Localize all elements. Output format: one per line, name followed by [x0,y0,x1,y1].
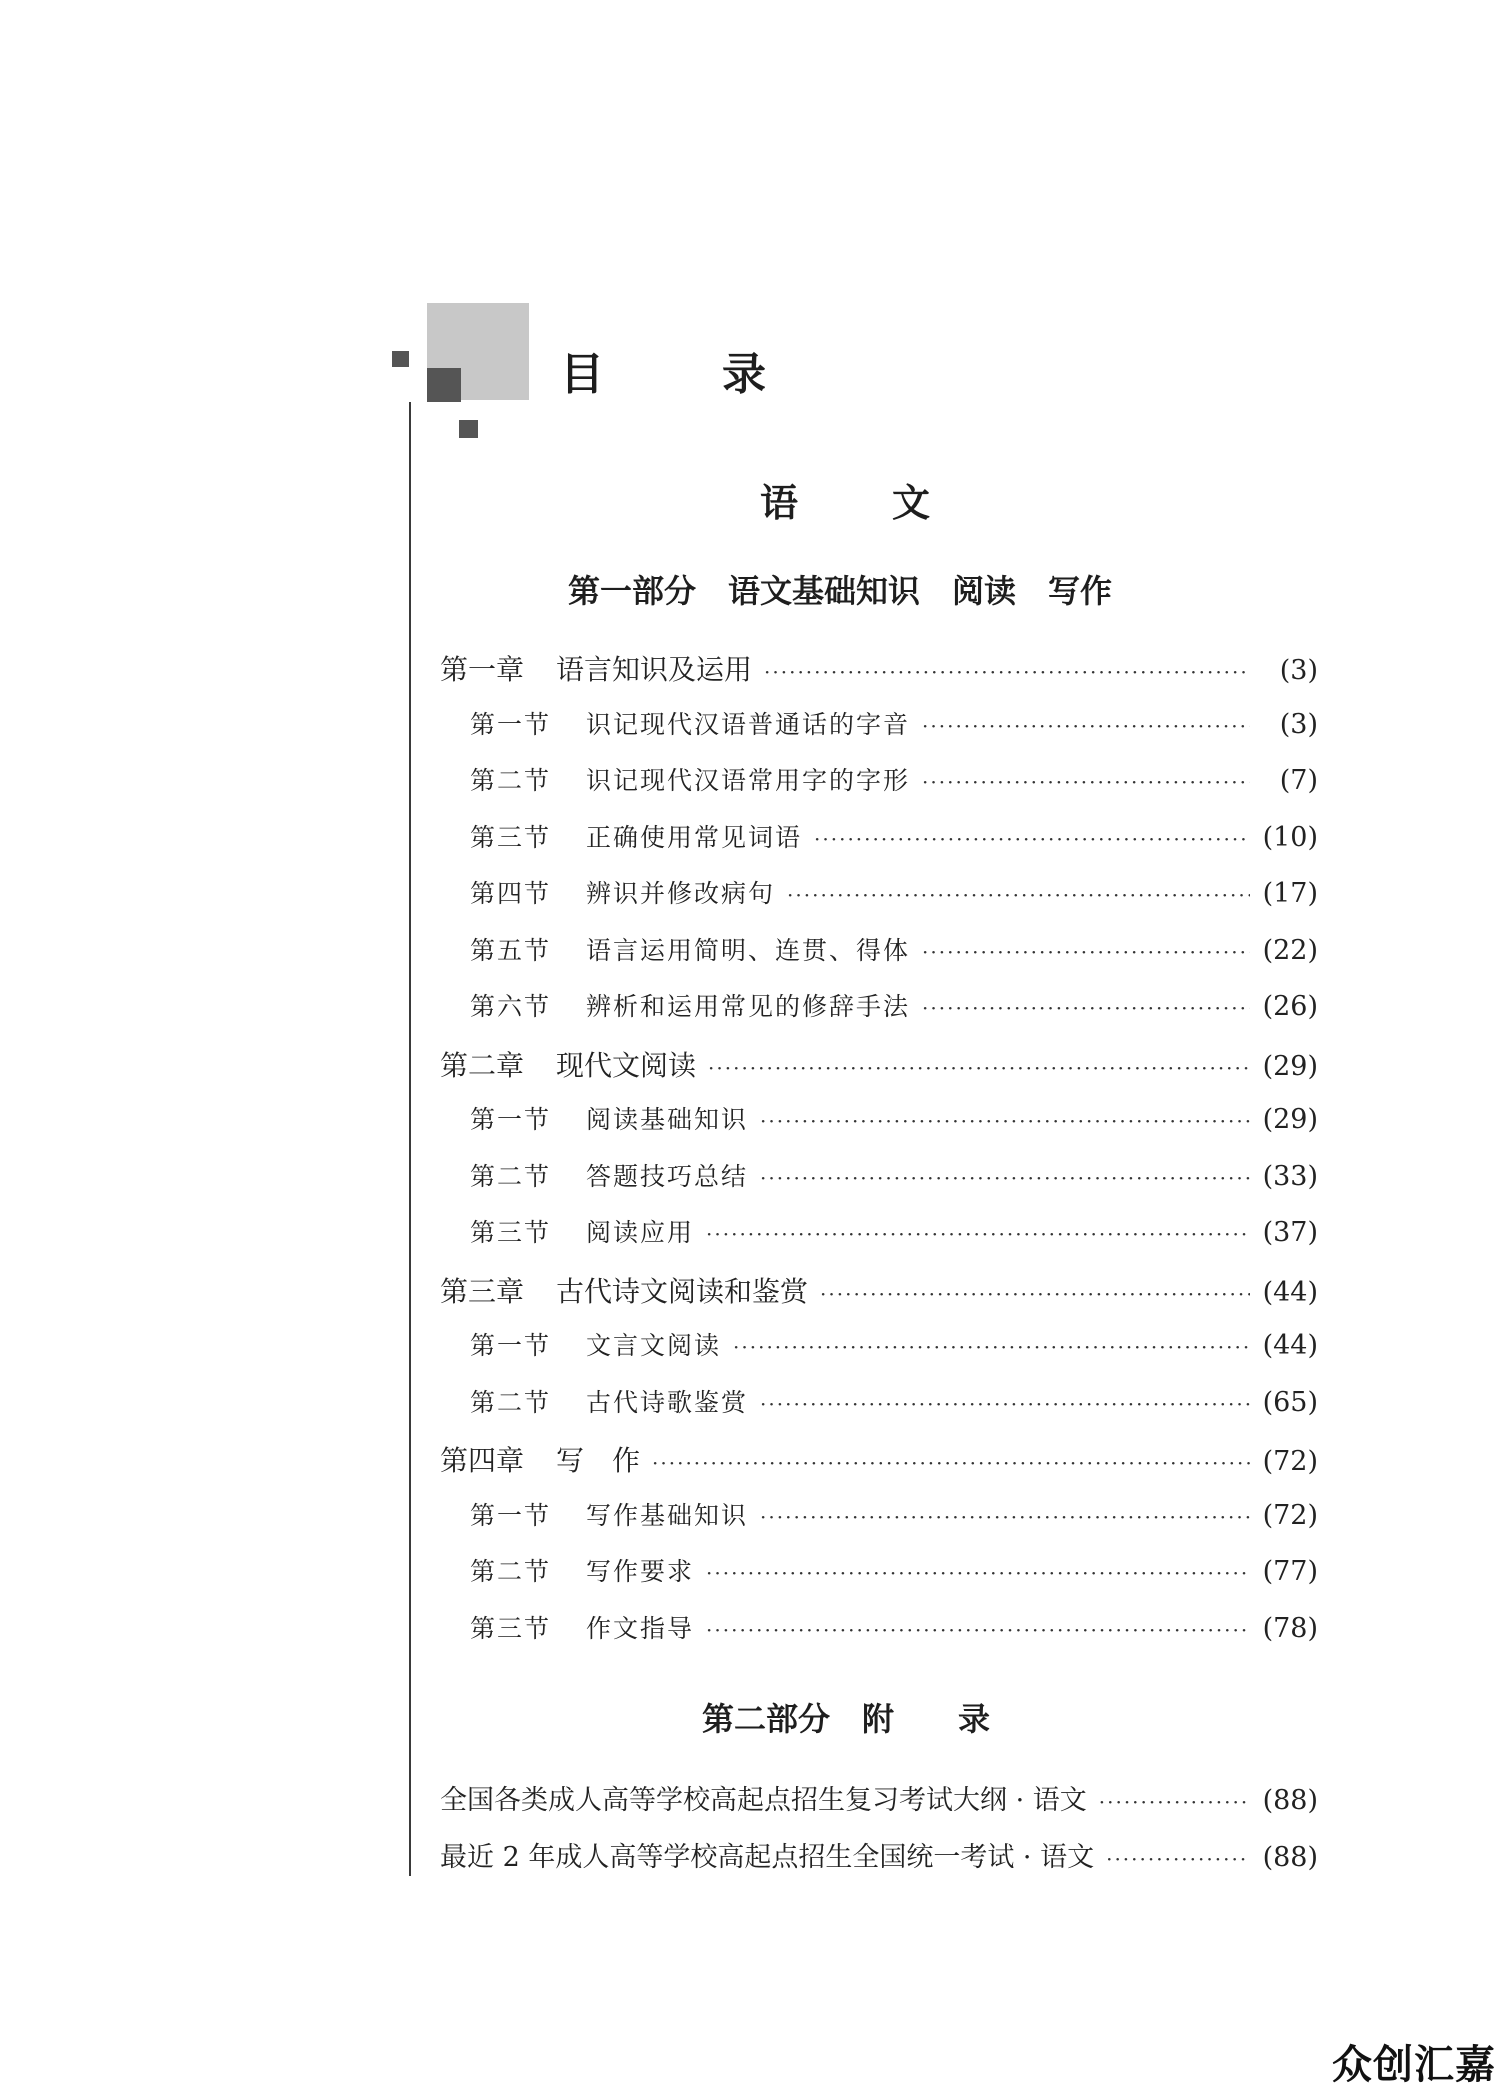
toc-entry-page: (72) [1262,1446,1318,1477]
toc-dot-leader [922,714,1250,738]
toc-section-entry[interactable] [440,1383,1318,1440]
toc-entry-title: 古代诗文阅读和鉴赏 [556,1274,809,1308]
part-one-title: 第一部分 语文基础知识 阅读 写作 [568,572,1113,610]
toc-entry-page: (72) [1262,1499,1318,1531]
toc-dot-leader [922,996,1250,1020]
toc-entry-page: (22) [1262,934,1318,966]
toc-entry-page: (33) [1262,1160,1318,1192]
toc-entry-title: 答题技巧总结 [586,1161,749,1191]
toc-entry-page: (44) [1262,1330,1318,1361]
toc-dot-leader [706,1222,1250,1246]
toc-dot-leader [1099,1790,1250,1814]
toc-entry-number: 第六节 [470,992,552,1021]
toc-section-entry[interactable] [440,1213,1318,1270]
toc-entry-page: (17) [1262,878,1318,909]
toc-entry-number: 第四章 [440,1444,525,1477]
toc-dot-leader [760,1166,1250,1190]
toc-chapter-entry[interactable] [440,1044,1318,1101]
toc-entry-page: (3) [1279,655,1318,686]
toc-entry-title: 古代诗歌鉴赏 [586,1387,749,1417]
toc-entry-page: (37) [1262,1217,1318,1248]
toc-entry-title: 现代文阅读 [556,1048,697,1082]
toc-section-entry[interactable] [440,761,1318,818]
toc-dot-leader [820,1282,1250,1306]
toc-entry-page: (78) [1262,1612,1318,1644]
toc-appendix-entry[interactable] [440,1835,1318,1892]
toc-entry-number: 第三节 [470,1613,552,1643]
toc-dot-leader [652,1451,1250,1475]
toc-section-entry[interactable] [440,874,1318,931]
toc-section-entry[interactable] [440,1609,1318,1666]
toc-section-entry[interactable] [440,705,1318,762]
toc-entry-page: (65) [1262,1386,1318,1418]
toc-entry-page: (77) [1262,1556,1318,1587]
toc-section-entry[interactable] [440,1326,1318,1383]
toc-entry-title: 辨析和运用常见的修辞手法 [586,992,911,1021]
header-decoration-square-bottom [459,420,478,438]
toc-entry-title: 识记现代汉语普通话的字音 [586,709,911,739]
toc-dot-leader [706,1561,1250,1585]
toc-dot-leader [787,883,1250,907]
toc-dot-leader [733,1335,1250,1359]
toc-chapter-entry[interactable] [440,1270,1318,1327]
toc-chapter-entry[interactable] [440,1439,1318,1496]
toc-dot-leader [764,660,1250,684]
toc-entry-title: 文言文阅读 [586,1331,722,1360]
toc-section-entry[interactable] [440,1157,1318,1214]
subject-title-char-2: 文 [892,481,931,525]
toc-entry-title: 阅读应用 [586,1218,695,1247]
watermark-logo: 众创汇嘉 [1332,2042,1496,2088]
toc-entry-number: 第一节 [470,1331,552,1360]
toc-entry-number: 第一章 [440,653,525,686]
toc-dot-leader [922,770,1250,794]
toc-entry-page: (26) [1262,991,1318,1022]
toc-dot-leader [814,827,1250,851]
toc-entry-number: 第一节 [470,1105,552,1134]
toc-section-entry[interactable] [440,1496,1318,1553]
toc-entry-page: (88) [1262,1841,1318,1873]
toc-dot-leader [708,1056,1250,1080]
toc-entry-title: 全国各类成人高等学校高起点招生复习考试大纲 · 语文 [440,1785,1087,1816]
page-title-char-1: 目 [560,349,604,400]
toc-dot-leader [760,1392,1250,1416]
toc-section-entry[interactable] [440,1552,1318,1609]
header-decoration-block-dark [427,368,461,402]
toc-entry-title: 语言运用简明、连贯、得体 [586,935,911,965]
toc-entry-title: 正确使用常见词语 [586,822,803,852]
toc-entry-title: 写 作 [556,1444,641,1477]
toc-entry-title: 辨识并修改病句 [586,879,776,908]
subject-title [760,472,930,527]
toc-entry-title: 识记现代汉语常用字的字形 [586,766,911,795]
toc-entry-title: 阅读基础知识 [586,1105,749,1134]
toc-entry-number: 第二节 [470,1557,552,1586]
toc-entry-page: (3) [1279,708,1318,740]
toc-entry-number: 第三节 [470,1218,552,1247]
toc-section-entry[interactable] [440,818,1318,875]
toc-entry-number: 第一节 [470,709,552,739]
part-two-toc [440,1778,1318,1891]
toc-dot-leader [760,1505,1250,1529]
header-decoration-square-left [392,351,409,367]
toc-entry-page: (29) [1262,1050,1318,1082]
toc-entry-page: (88) [1262,1785,1318,1816]
toc-entry-number: 第二节 [470,1161,552,1191]
part-two-title: 第二部分 附 录 [702,1700,991,1738]
left-vertical-rule [409,402,411,1876]
toc-entry-title: 作文指导 [586,1613,695,1643]
toc-appendix-entry[interactable] [440,1778,1318,1835]
subject-title-char-1: 语 [760,481,799,525]
toc-entry-number: 第二节 [470,1387,552,1417]
toc-entry-number: 第三章 [440,1274,525,1308]
toc-entry-page: (44) [1262,1276,1318,1308]
toc-entry-title: 写作要求 [586,1557,695,1586]
toc-dot-leader [706,1618,1250,1642]
toc-dot-leader [760,1109,1250,1133]
toc-section-entry[interactable] [440,987,1318,1044]
toc-entry-number: 第二章 [440,1048,525,1082]
toc-entry-title: 语言知识及运用 [556,653,753,686]
toc-section-entry[interactable] [440,931,1318,988]
toc-entry-title: 最近 2 年成人高等学校高起点招生全国统一考试 · 语文 [440,1841,1095,1873]
toc-entry-number: 第一节 [470,1500,552,1530]
toc-entry-number: 第三节 [470,822,552,852]
toc-entry-title: 写作基础知识 [586,1500,749,1530]
toc-dot-leader [922,940,1250,964]
toc-entry-number: 第五节 [470,935,552,965]
toc-entry-page: (7) [1279,765,1318,796]
page-title [560,338,766,402]
toc-entry-number: 第四节 [470,879,552,908]
toc-entry-page: (10) [1262,821,1318,853]
toc-dot-leader [1106,1847,1250,1871]
part-one-toc [440,648,1318,1665]
toc-entry-number: 第二节 [470,766,552,795]
toc-entry-page: (29) [1262,1104,1318,1135]
page-title-char-2: 录 [722,349,766,400]
toc-section-entry[interactable] [440,1100,1318,1157]
toc-chapter-entry[interactable] [440,648,1318,705]
